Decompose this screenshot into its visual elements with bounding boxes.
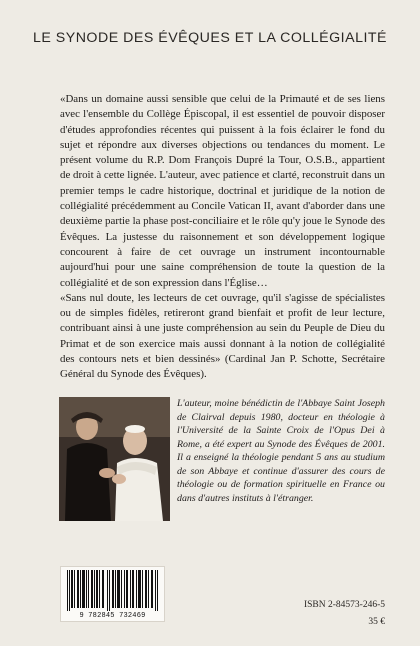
blurb-paragraph-1: «Dans un domaine aussi sensible que celui de la Primauté et de ses liens avec l'ensemble du Collège Épiscopal, il est essentiel de pouvoir disposer d'études approfondies récentes qui puissent à la fois éclairer le fond du sujet et répondre aux diverses objections ou tendances du moment. Le présent volume du R.P. Dom François Dupré la Tour, O.S.B., appartient de droit à cette lignée. L'auteur, avec patience et clarté, reconstruit dans un premier temps le cadre historique, doctrinal et juridique de la notion de collégialité précédemment au Concile Vatican II, avant d'aborder dans une deuxième partie la phase post-conciliaire et le rôle qu'y joue le Synode des Évêques. La justesse du raisonnement et son développement logique concourent à faire de cet ouvrage un instrument incontournable aujourd'hui pour une saine compréhension de toute la question de la collégialité et de son expression dans l'Église… [60, 93, 385, 289]
author-bio [177, 397, 385, 505]
author-photo [59, 397, 170, 521]
price: 35 € [368, 617, 385, 627]
isbn-number: ISBN 2-84573-246-5 [303, 600, 385, 610]
barcode-digits: 9 782845 732469 [79, 612, 146, 620]
barcode [60, 566, 165, 622]
barcode-bars [61, 567, 164, 611]
book-title: LE SYNODE DES ÉVÊQUES ET LA COLLÉGIALITÉ [32, 30, 388, 46]
blurb-text [60, 92, 385, 383]
blurb-paragraph-2: «Sans nul doute, les lecteurs de cet ouvrage, qu'il s'agisse de spécialistes ou de simples fidèles, retireront grand bienfait et profit de leur lecture, contribuant ainsi à une juste compréhension au sein du Peuple de Dieu du Primat et de son exercice mais aussi donnant à la notion de collégialité des contours nets et bien dessinés» (Cardinal Jan P. Schotte, Secrétaire Général du Synode des Évêques). [60, 291, 385, 381]
author-bio-text: L'auteur, moine bénédictin de l'Abbaye Saint Joseph de Clairval depuis 1980, docteur en théologie à l'Université de la Sainte Croix de l'Opus Dei à Rome, a été expert au Synode des Évêques de 2001. Il a enseigné la théologie pendant 5 ans au studium de son Abbaye et continue d'assurer des cours de théologie ou de formation spirituelle en France ou dans d'autres instituts à l'étranger. [177, 398, 385, 504]
